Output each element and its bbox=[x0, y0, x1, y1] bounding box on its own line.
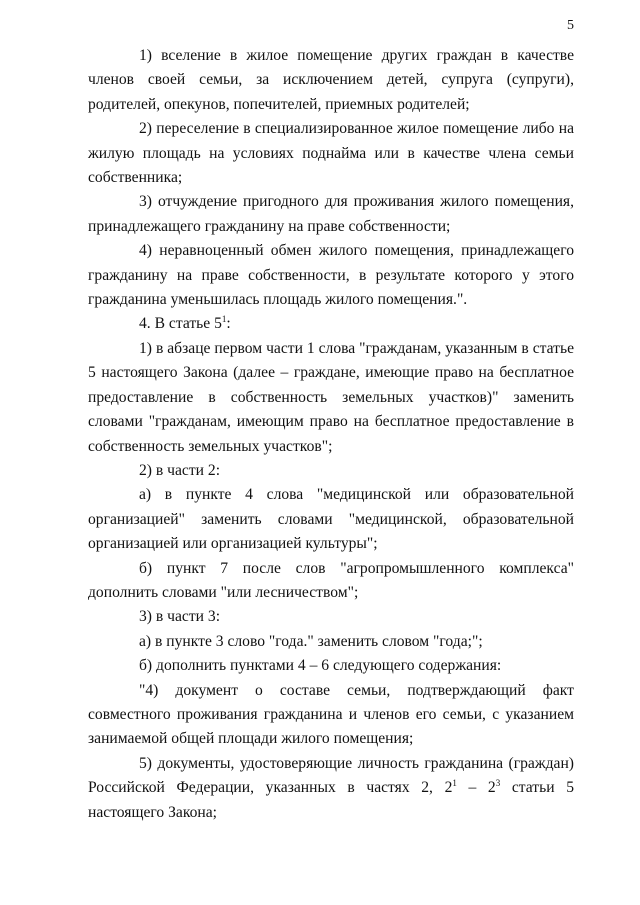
paragraph-5-tail: : bbox=[226, 315, 231, 333]
paragraph-14-middle: – 2 bbox=[456, 779, 496, 797]
page-number: 5 bbox=[567, 18, 574, 33]
paragraph-7: 2) в части 2: bbox=[139, 461, 221, 479]
paragraph-6: 1) в абзаце первом части 1 слова "гражданам, указанным в статье 5 настоящего Закона (далее – граждане, имеющие право на бесплатное предоставление в собственность земельных участков)" заменить словами "гражданам, имеющим право на бесплатное предоставление в собственность земельных участков"; bbox=[88, 339, 574, 455]
paragraph-2: 2) переселение в специализированное жилое помещение либо на жилую площадь на условиях поднайма или в качестве члена семьи собственника; bbox=[88, 120, 574, 187]
paragraph-11: а) в пункте 3 слово "года." заменить словом "года;"; bbox=[139, 632, 483, 650]
paragraph-14 bbox=[88, 752, 574, 825]
paragraph-13: "4) документ о составе семьи, подтверждающий факт совместного проживания гражданина и членов его семьи, с указанием занимаемой общей площади жилого помещения; bbox=[88, 681, 574, 748]
paragraph-1: 1) вселение в жилое помещение других граждан в качестве членов своей семьи, за исключением детей, супруга (супруги), родителей, опекунов, попечителей, приемных родителей; bbox=[88, 47, 574, 113]
document-body bbox=[88, 44, 574, 825]
paragraph-3: 3) отчуждение пригодного для проживания жилого помещения, принадлежащего гражданину на праве собственности; bbox=[88, 193, 574, 235]
paragraph-14-superscript-1: 1 bbox=[452, 778, 457, 789]
paragraph-9: б) пункт 7 после слов "агропромышленного комплекса" дополнить словами "или лесничеством"; bbox=[88, 559, 574, 601]
paragraph-8: а) в пункте 4 слова "медицинской или образовательной организацией" заменить словами "медицинской, образовательной организацией или организацией культуры"; bbox=[88, 486, 574, 553]
paragraph-4: 4) неравноценный обмен жилого помещения, принадлежащего гражданину на праве собственности, в результате которого у этого гражданина уменьшилась площадь жилого помещения.". bbox=[88, 242, 574, 309]
paragraph-14-text: 5) документы, удостоверяющие личность гражданина (граждан) Российской Федерации, указанных в частях 2, 2 bbox=[88, 754, 574, 797]
paragraph-14-tail: статьи 5 настоящего Закона; bbox=[88, 779, 574, 821]
paragraph-10: 3) в части 3: bbox=[139, 608, 221, 626]
paragraph-14-superscript-2: 3 bbox=[495, 778, 501, 789]
paragraph-5-superscript: 1 bbox=[221, 314, 227, 325]
paragraph-5-text: 4. В статье 5 bbox=[139, 315, 222, 333]
paragraph-5 bbox=[88, 312, 574, 336]
paragraph-12: б) дополнить пунктами 4 – 6 следующего содержания: bbox=[139, 657, 502, 675]
